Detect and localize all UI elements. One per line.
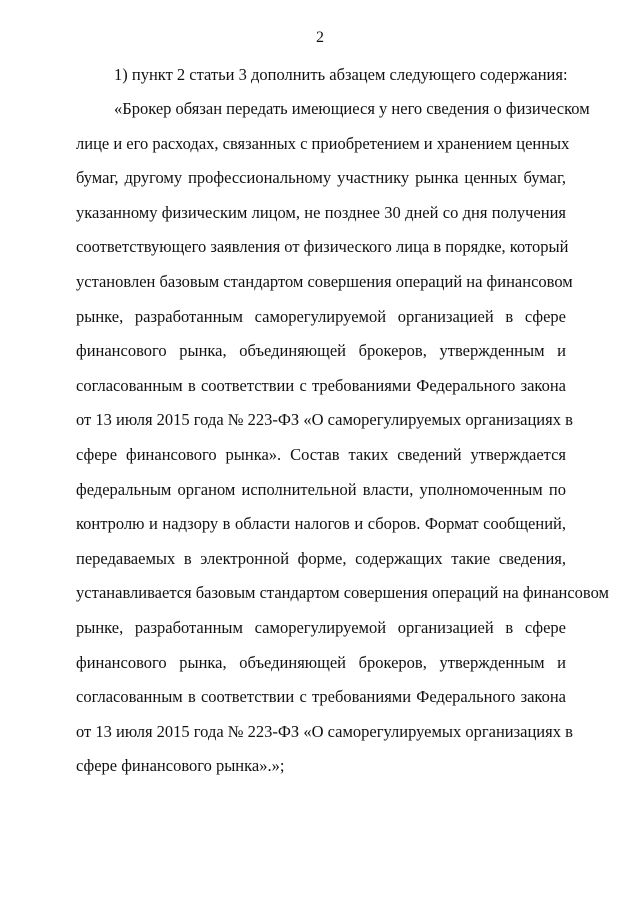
- amendment-intro: 1) пункт 2 статьи 3 дополнить абзацем следующего содержания:: [114, 65, 568, 84]
- paragraph-line: контролю и надзору в области налогов и сборов. Формат сообщений,: [76, 514, 566, 534]
- paragraph-line: устанавливается базовым стандартом совершения операций на финансовом: [76, 583, 609, 603]
- paragraph-line: передаваемых в электронной форме, содержащих такие сведения,: [76, 548, 566, 568]
- paragraph-line: финансового рынка, объединяющей брокеров, утвержденным и: [76, 341, 566, 361]
- paragraph-line: рынке, разработанным саморегулируемой организацией в сфере: [76, 306, 566, 326]
- paragraph-line: сфере финансового рынка».»;: [76, 756, 285, 776]
- paragraph-line: от 13 июля 2015 года № 223-ФЗ «О саморегулируемых организациях в: [76, 410, 573, 430]
- page-number: 2: [316, 29, 324, 46]
- paragraph-line: установлен базовым стандартом совершения операций на финансовом: [76, 271, 573, 291]
- paragraph-line: согласованным в соответствии с требованиями Федерального закона: [76, 687, 566, 707]
- paragraph-line: согласованным в соответствии с требованиями Федерального закона: [76, 375, 566, 395]
- paragraph-line: сфере финансового рынка». Состав таких сведений утверждается: [76, 444, 566, 464]
- paragraph-line: «Брокер обязан передать имеющиеся у него сведения о физическом: [114, 99, 590, 118]
- paragraph-line: федеральным органом исполнительной власти, уполномоченным по: [76, 479, 566, 499]
- paragraph-line: лице и его расходах, связанных с приобретением и хранением ценных: [76, 133, 570, 153]
- paragraph-line: соответствующего заявления от физического лица в порядке, который: [76, 237, 569, 257]
- paragraph-line: бумаг, другому профессиональному участнику рынка ценных бумаг,: [76, 168, 566, 188]
- amendment-paragraph: [76, 92, 609, 784]
- paragraph-line: от 13 июля 2015 года № 223-ФЗ «О саморегулируемых организациях в: [76, 721, 573, 741]
- paragraph-line: рынке, разработанным саморегулируемой организацией в сфере: [76, 617, 566, 637]
- paragraph-line: указанному физическим лицом, не позднее 30 дней со дня получения: [76, 202, 566, 222]
- paragraph-line: финансового рынка, объединяющей брокеров, утвержденным и: [76, 652, 566, 672]
